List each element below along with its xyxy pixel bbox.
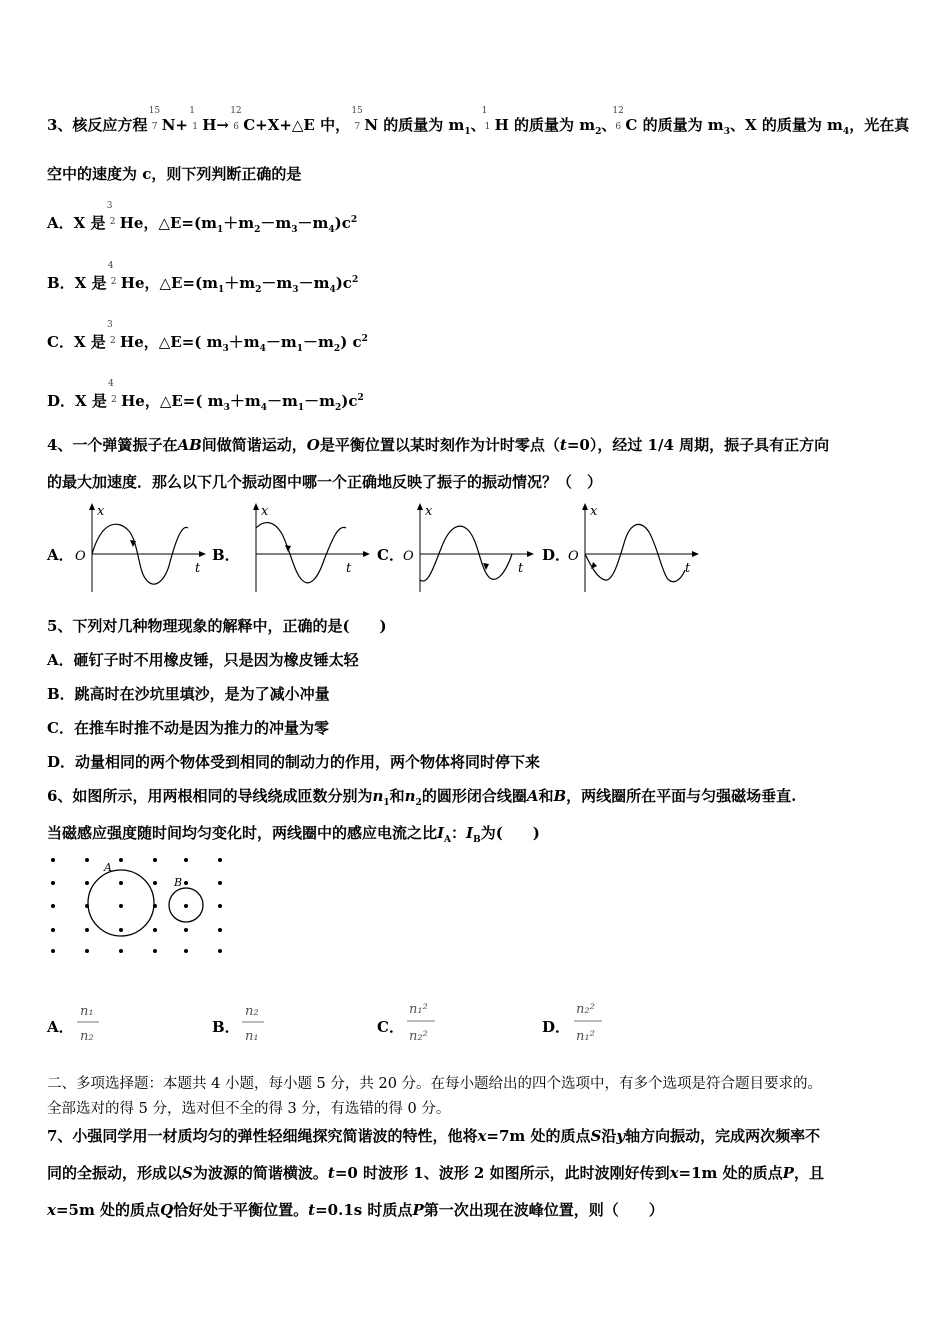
- q3-option-d[interactable]: D．X 是 4 2 He，△E=( $m_3+m_4-m_1-m_2)c^2$: [47, 379, 364, 413]
- axis-t-label: t: [685, 561, 691, 576]
- field-dot: [153, 928, 157, 932]
- iso-h1-b: 1 1: [481, 106, 491, 132]
- axis-x-label: x: [97, 504, 105, 519]
- q5-title: 5、下列对几种物理现象的解释中，正确的是( ): [47, 617, 387, 635]
- q4-graph-c: [398, 500, 538, 595]
- coil-b-label: B: [174, 876, 183, 889]
- q3-number: 3、核反应方程: [47, 116, 148, 134]
- q4-graph-label-c[interactable]: C．: [377, 546, 404, 564]
- field-dot: [119, 949, 123, 953]
- q3-option-b[interactable]: B．X 是 4 2 He，$\triangle E=(m_1+m_2-m_3-m_4)c^2$: [47, 261, 359, 295]
- axis-o-label: O: [403, 549, 414, 564]
- q7-line2: 同的全振动，形成以S为波源的简谐横波。t=0 时波形 1、波形 2 如图所示，此时波刚好传到x=1m 处的质点P，且: [47, 1164, 824, 1182]
- field-dot: [218, 949, 222, 953]
- svg-text:n₂: n₂: [80, 1029, 94, 1044]
- field-dot: [184, 928, 188, 932]
- q5-option-d[interactable]: D．动量相同的两个物体受到相同的制动力的作用，两个物体将同时停下来: [47, 753, 541, 771]
- coil-a: [88, 870, 154, 936]
- axis-x-label: x: [261, 504, 269, 519]
- iso-c12-b: 12 6: [612, 106, 624, 132]
- field-dot: [51, 881, 55, 885]
- field-dot: [218, 858, 222, 862]
- svg-text:n₂²: n₂²: [576, 1002, 595, 1017]
- field-dot: [184, 949, 188, 953]
- svg-text:n₁²: n₁²: [409, 1002, 428, 1017]
- field-dot: [119, 904, 123, 908]
- q6-option-b-label[interactable]: B．: [212, 1018, 240, 1036]
- field-dot: [85, 858, 89, 862]
- axis-t-label: t: [195, 561, 201, 576]
- q6-line1: 6、如图所示，用两根相同的导线绕成匝数分别为$n_1$和$n_2$的圆形闭合线圈A和B，两线圈所在平面与匀强磁场垂直.: [47, 787, 797, 808]
- iso-c12: 12 6: [230, 106, 242, 132]
- q4-line2: 的最大加速度．那么以下几个振动图中哪一个正确地反映了振子的振动情况？（ ）: [47, 473, 603, 491]
- axis-o-label: O: [568, 549, 579, 564]
- field-dot: [218, 928, 222, 932]
- iso-n15: 15 7: [148, 106, 161, 132]
- svg-text:n₂: n₂: [245, 1004, 259, 1019]
- svg-text:n₁: n₁: [245, 1029, 259, 1044]
- q6-option-c-fraction: [405, 995, 435, 1044]
- q7-line1: 7、小强同学用一材质均匀的弹性轻细绳探究简谐波的特性，他将x=7m 处的质点S沿y轴方向振动，完成两次频率不: [47, 1127, 821, 1145]
- field-dot: [153, 949, 157, 953]
- q6-option-c-label[interactable]: C．: [377, 1018, 404, 1036]
- svg-text:n₁²: n₁²: [576, 1029, 595, 1044]
- axis-x-label: x: [425, 504, 433, 519]
- q6-option-a-label[interactable]: A．: [47, 1018, 74, 1036]
- q6-line2: 当磁感应强度随时间均匀变化时，两线圈中的感应电流之比$I_A$：$I_B$为( ): [47, 824, 540, 845]
- field-dot: [85, 881, 89, 885]
- svg-text:n₂²: n₂²: [409, 1029, 428, 1044]
- q6-option-d-fraction: [572, 995, 602, 1044]
- axis-x-label: x: [590, 504, 598, 519]
- q4-graph-a: [70, 500, 210, 595]
- q4-graph-label-a[interactable]: A．: [47, 546, 74, 564]
- q3-option-c[interactable]: C．X 是 3 2 He，△E=( $m_3+m_4-m_1-m_2$) $c^2$: [47, 320, 368, 354]
- field-dot: [218, 881, 222, 885]
- q5-option-c[interactable]: C．在推车时推不动是因为推力的冲量为零: [47, 719, 329, 737]
- field-dots: [51, 858, 222, 953]
- field-dot: [119, 881, 123, 885]
- iso-n15-b: 15 7: [351, 106, 363, 132]
- axis-o-label: O: [75, 549, 86, 564]
- q6-option-d-label[interactable]: D．: [542, 1018, 571, 1036]
- q4-graph-label-d[interactable]: D．: [542, 546, 571, 564]
- field-dot: [51, 904, 55, 908]
- field-dot: [85, 949, 89, 953]
- field-dot: [184, 881, 188, 885]
- field-dot: [51, 949, 55, 953]
- field-dot: [153, 881, 157, 885]
- field-dot: [184, 904, 188, 908]
- q6-option-a-fraction: [75, 998, 105, 1044]
- section2-line1: 二、多项选择题：本题共 4 小题，每小题 5 分，共 20 分。在每小题给出的四个选项中，有多个选项是符合题目要求的。: [47, 1076, 823, 1092]
- axis-t-label: t: [518, 561, 524, 576]
- q4-line1: 4、一个弹簧振子在AB间做简谐运动，O是平衡位置以某时刻作为计时零点（t=0），经过 1/4 周期，振子具有正方向: [47, 436, 830, 454]
- q3-line1: 3、核反应方程 15 7 N+ 1 1 H→ 12 6 C+X+△E 中， 15 7 N 的质量为 $m_1$、 1 1 H 的质量为 $m_2$、 12 6 C 的质量为 $m_3$、X 的质量为 $m_4$，光在真: [47, 106, 910, 137]
- field-dot: [184, 858, 188, 862]
- field-dot: [51, 928, 55, 932]
- q4-graph-b: [234, 500, 374, 595]
- field-dot: [119, 928, 123, 932]
- axis-t-label: t: [346, 561, 352, 576]
- q5-option-a[interactable]: A．砸钉子时不用橡皮锤，只是因为橡皮锤太轻: [47, 651, 359, 669]
- section2-line2: 全部选对的得 5 分，选对但不全的得 3 分，有选错的得 0 分。: [47, 1101, 451, 1117]
- iso-h1: 1 1: [189, 106, 198, 132]
- q6-magnetic-field-figure: [44, 850, 234, 960]
- q4-graph-label-b[interactable]: B．: [212, 546, 240, 564]
- svg-text:n₁: n₁: [80, 1004, 94, 1019]
- q5-option-b[interactable]: B．跳高时在沙坑里填沙，是为了减小冲量: [47, 685, 330, 703]
- q4-graph-d: [563, 500, 703, 595]
- field-dot: [153, 858, 157, 862]
- coil-a-label: A: [104, 861, 112, 874]
- q6-option-b-fraction: [240, 998, 270, 1044]
- field-dot: [218, 904, 222, 908]
- q3-line2: 空中的速度为 c，则下列判断正确的是: [47, 165, 302, 183]
- field-dot: [51, 858, 55, 862]
- field-dot: [85, 928, 89, 932]
- q3-option-a[interactable]: A．X 是 3 2 He，$\triangle E=(m_1+m_2-m_3-m_4)c^2$: [47, 201, 358, 235]
- q7-line3: x=5m 处的质点Q恰好处于平衡位置。t=0.1s 时质点P第一次出现在波峰位置，则（ ）: [47, 1201, 664, 1219]
- field-dot: [119, 858, 123, 862]
